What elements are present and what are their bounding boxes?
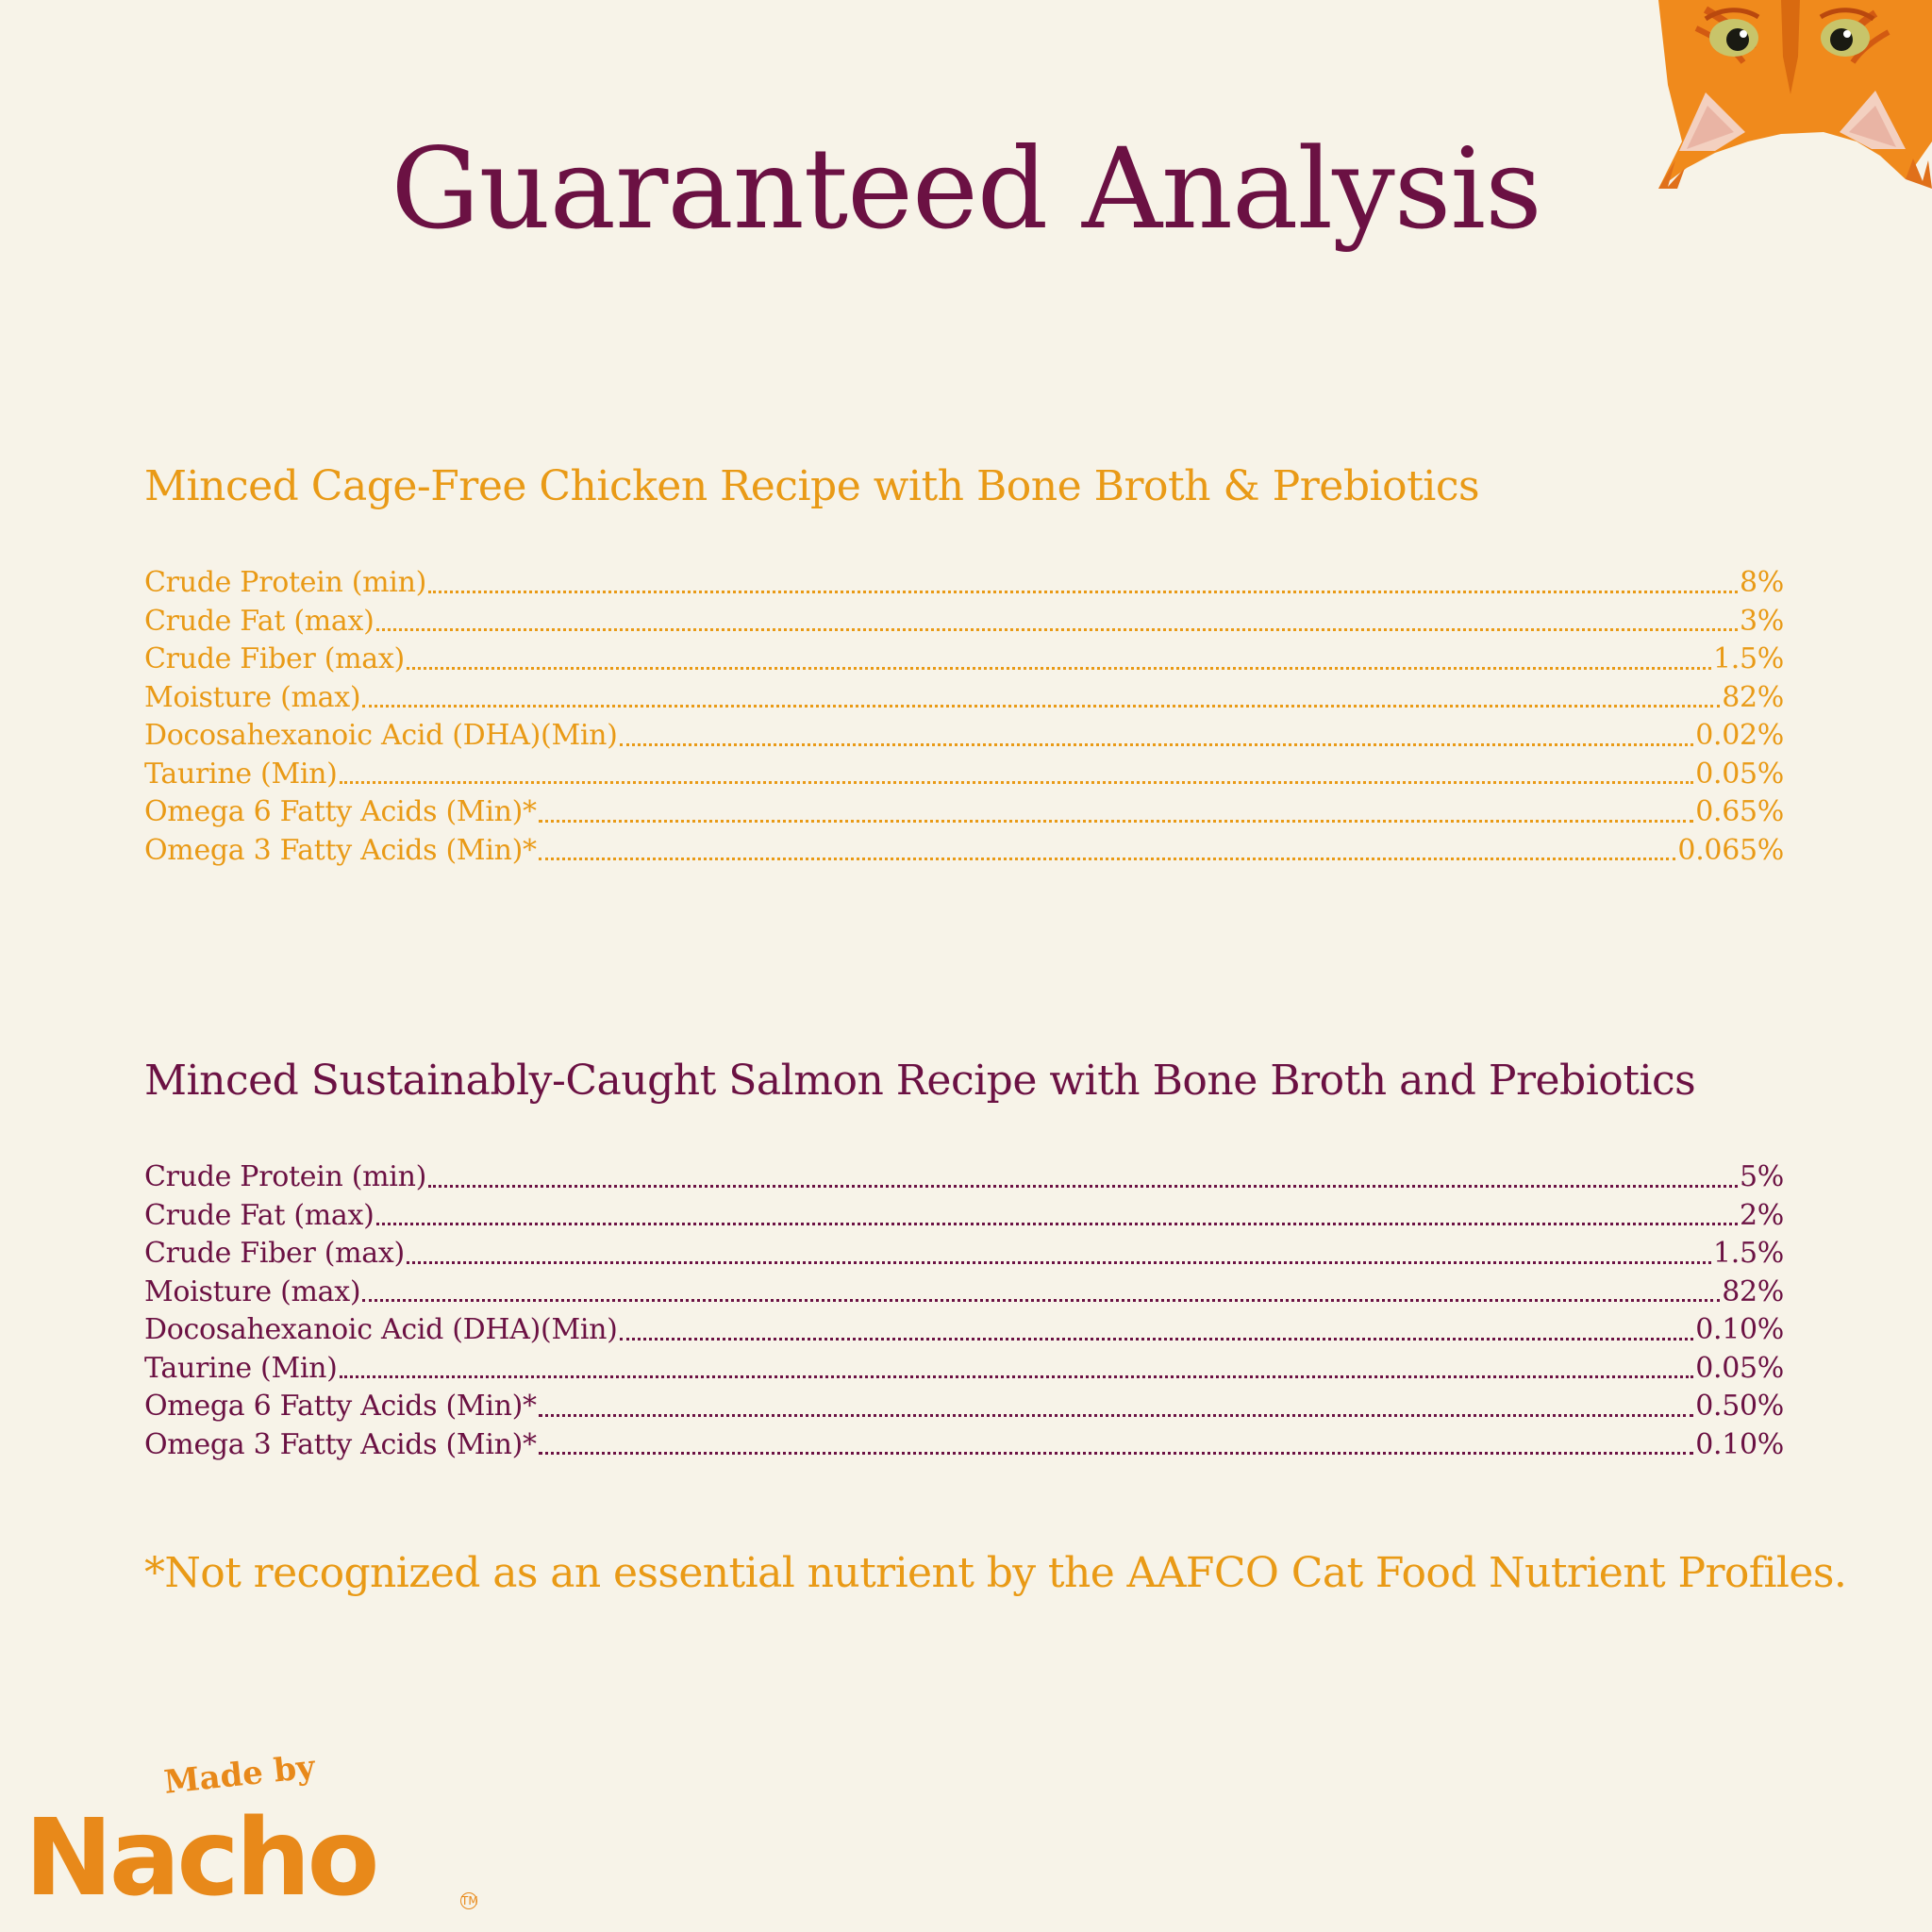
analysis-row [144, 1235, 1784, 1274]
nutrient-value: 1.5% [1712, 642, 1784, 675]
nutrient-value: 3% [1740, 604, 1784, 638]
nutrient-value: 82% [1722, 1274, 1784, 1308]
dot-leader [539, 1414, 1693, 1417]
dot-leader [376, 1223, 1738, 1225]
nutrient-label: Crude Protein (min) [144, 1160, 427, 1193]
dot-leader [340, 781, 1694, 784]
nutrient-value: 1.5% [1712, 1237, 1784, 1270]
nutrient-label: Omega 3 Fatty Acids (Min)* [144, 833, 537, 867]
analysis-row [144, 1350, 1784, 1389]
analysis-row [144, 717, 1784, 756]
nutrient-value: 5% [1740, 1160, 1784, 1193]
brand-name: Nacho [25, 1797, 376, 1920]
nutrient-value: 0.10% [1695, 1313, 1784, 1346]
nutrient-value: 8% [1740, 566, 1784, 599]
nutrient-label: Docosahexanoic Acid (DHA)(Min) [144, 1313, 618, 1346]
analysis-row [144, 1274, 1784, 1312]
dot-leader [539, 820, 1693, 823]
dot-leader [362, 1299, 1720, 1302]
nutrient-value: 0.065% [1677, 833, 1784, 867]
nutrient-label: Omega 3 Fatty Acids (Min)* [144, 1427, 537, 1461]
nutrient-label: Crude Protein (min) [144, 566, 427, 599]
dot-leader [620, 1338, 1694, 1341]
nutrient-value: 0.50% [1695, 1390, 1784, 1423]
dot-leader [539, 858, 1676, 860]
dot-leader [428, 1185, 1738, 1188]
analysis-row [144, 641, 1784, 679]
page-title: Guaranteed Analysis [391, 124, 1541, 254]
nutrient-value: 0.10% [1695, 1427, 1784, 1461]
nutrient-label: Omega 6 Fatty Acids (Min)* [144, 1390, 537, 1423]
dot-leader [407, 667, 1711, 670]
section-heading: Minced Cage-Free Chicken Recipe with Bone Broth & Prebiotics [144, 462, 1480, 510]
nutrient-value: 82% [1722, 680, 1784, 714]
dot-leader [620, 743, 1694, 746]
nutrient-value: 0.05% [1695, 757, 1784, 791]
analysis-list [144, 1158, 1784, 1464]
nutrient-value: 2% [1740, 1198, 1784, 1232]
analysis-row [144, 564, 1784, 603]
brand-tagline: Made by [162, 1748, 317, 1802]
footnote: *Not recognized as an essential nutrient by the AAFCO Cat Food Nutrient Profiles. [144, 1549, 1847, 1597]
cat-face-icon [1640, 0, 1932, 198]
brand-logo [25, 1748, 478, 1920]
nutrient-label: Crude Fiber (max) [144, 642, 405, 675]
analysis-row [144, 679, 1784, 718]
dot-leader [340, 1375, 1694, 1378]
nutrient-label: Moisture (max) [144, 680, 361, 714]
nutrient-label: Omega 6 Fatty Acids (Min)* [144, 795, 537, 828]
nutrient-label: Taurine (Min) [144, 757, 338, 791]
nutrient-label: Crude Fiber (max) [144, 1237, 405, 1270]
salmon-recipe-section [144, 1055, 1784, 1464]
analysis-list [144, 564, 1784, 870]
analysis-row [144, 1158, 1784, 1197]
dot-leader [407, 1261, 1711, 1264]
nutrient-label: Crude Fat (max) [144, 1198, 375, 1232]
analysis-row [144, 832, 1784, 871]
nutrient-label: Taurine (Min) [144, 1351, 338, 1385]
analysis-row [144, 1388, 1784, 1426]
nutrient-value: 0.65% [1695, 795, 1784, 828]
nutrient-value: 0.02% [1695, 719, 1784, 752]
nutrient-label: Moisture (max) [144, 1274, 361, 1308]
chicken-recipe-section [144, 460, 1784, 870]
nutrient-label: Docosahexanoic Acid (DHA)(Min) [144, 719, 618, 752]
analysis-row [144, 793, 1784, 832]
dot-leader [539, 1452, 1693, 1455]
dot-leader [362, 705, 1720, 708]
dot-leader [428, 591, 1738, 593]
analysis-row [144, 1197, 1784, 1236]
section-heading: Minced Sustainably-Caught Salmon Recipe with Bone Broth and Prebiotics [144, 1057, 1696, 1105]
analysis-row [144, 756, 1784, 794]
nutrient-label: Crude Fat (max) [144, 604, 375, 638]
analysis-row [144, 1426, 1784, 1465]
nutrient-value: 0.05% [1695, 1351, 1784, 1385]
analysis-row [144, 1311, 1784, 1350]
analysis-row [144, 603, 1784, 641]
trademark-icon: TM [461, 1894, 478, 1907]
dot-leader [376, 628, 1738, 631]
